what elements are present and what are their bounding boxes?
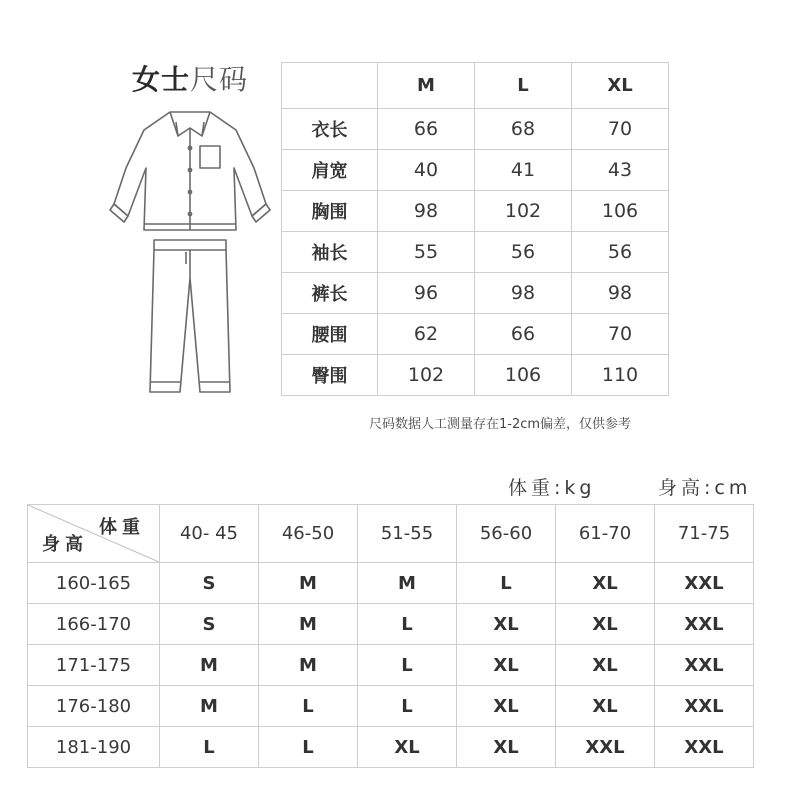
- table-cell: 96: [378, 273, 475, 314]
- page-title: [132, 58, 248, 98]
- table-cell: 102: [475, 191, 572, 232]
- size-col-xl: XL: [572, 63, 669, 109]
- table-cell: 98: [378, 191, 475, 232]
- height-range-cell: 181-190: [28, 727, 160, 768]
- row-label: 袖长: [282, 232, 378, 273]
- row-label: 裤长: [282, 273, 378, 314]
- table-cell: 102: [378, 355, 475, 396]
- size-col-m: M: [378, 63, 475, 109]
- size-cell: L: [358, 645, 457, 686]
- size-cell: XXL: [556, 727, 655, 768]
- size-cell: S: [160, 604, 259, 645]
- table-cell: 40: [378, 150, 475, 191]
- row-label: 臀围: [282, 355, 378, 396]
- table-cell: 43: [572, 150, 669, 191]
- weight-range-header: 51-55: [358, 505, 457, 563]
- table-cell: 98: [572, 273, 669, 314]
- weight-range-header: 71-75: [655, 505, 754, 563]
- table-cell: 110: [572, 355, 669, 396]
- table-cell: 55: [378, 232, 475, 273]
- size-cell: XXL: [655, 604, 754, 645]
- table-cell: 106: [475, 355, 572, 396]
- table-cell: 56: [572, 232, 669, 273]
- size-cell: L: [358, 686, 457, 727]
- corner-height-label: 身高: [42, 534, 88, 555]
- row-label: 腰围: [282, 314, 378, 355]
- size-cell: L: [358, 604, 457, 645]
- height-range-cell: 171-175: [28, 645, 160, 686]
- size-cell: S: [160, 563, 259, 604]
- height-range-cell: 166-170: [28, 604, 160, 645]
- table-cell: 70: [572, 314, 669, 355]
- size-col-l: L: [475, 63, 572, 109]
- size-cell: M: [160, 645, 259, 686]
- size-cell: M: [259, 563, 358, 604]
- size-cell: XL: [556, 645, 655, 686]
- size-cell: M: [259, 645, 358, 686]
- size-cell: XL: [556, 686, 655, 727]
- height-range-cell: 160-165: [28, 563, 160, 604]
- height-range-cell: 176-180: [28, 686, 160, 727]
- table-row: [282, 109, 669, 150]
- table-cell: 62: [378, 314, 475, 355]
- recommendation-corner: [28, 505, 160, 563]
- table-cell: 66: [378, 109, 475, 150]
- size-cell: XL: [457, 727, 556, 768]
- weight-range-header: 61-70: [556, 505, 655, 563]
- table-row: [282, 232, 669, 273]
- table-cell: 70: [572, 109, 669, 150]
- table-row: [28, 727, 754, 768]
- size-cell: M: [160, 686, 259, 727]
- size-cell: XL: [457, 686, 556, 727]
- table-cell: 98: [475, 273, 572, 314]
- pajama-pants-icon: [150, 240, 230, 392]
- weight-range-header: 46-50: [259, 505, 358, 563]
- weight-range-header: 56-60: [457, 505, 556, 563]
- table-cell: 66: [475, 314, 572, 355]
- height-unit-label: 身高:cm: [658, 477, 752, 499]
- size-cell: M: [259, 604, 358, 645]
- size-cell: L: [259, 727, 358, 768]
- size-cell: L: [160, 727, 259, 768]
- table-cell: 56: [475, 232, 572, 273]
- size-cell: XL: [556, 604, 655, 645]
- size-recommendation-table: [27, 504, 754, 768]
- size-cell: XL: [556, 563, 655, 604]
- row-label: 肩宽: [282, 150, 378, 191]
- size-cell: XXL: [655, 727, 754, 768]
- weight-range-header: 40- 45: [160, 505, 259, 563]
- table-row: [28, 563, 754, 604]
- table-row: [282, 355, 669, 396]
- title-bold: 女士: [132, 63, 191, 96]
- size-cell: XXL: [655, 686, 754, 727]
- size-chart-header-row: [282, 63, 669, 109]
- pajama-shirt-icon: [110, 112, 270, 230]
- table-row: [28, 686, 754, 727]
- row-label: 胸围: [282, 191, 378, 232]
- row-label: 衣长: [282, 109, 378, 150]
- table-row: [282, 191, 669, 232]
- weight-unit-label: 体重:kg: [508, 477, 596, 499]
- size-cell: XL: [457, 604, 556, 645]
- pajama-illustration: [104, 108, 276, 400]
- recommendation-header-row: [28, 505, 754, 563]
- size-cell: XL: [358, 727, 457, 768]
- size-cell: XL: [457, 645, 556, 686]
- measurement-note: 尺码数据人工测量存在1-2cm偏差，仅供参考: [369, 417, 632, 432]
- table-cell: 41: [475, 150, 572, 191]
- size-cell: M: [358, 563, 457, 604]
- size-cell: L: [457, 563, 556, 604]
- corner-weight-label: 体重: [99, 517, 145, 538]
- size-cell: XXL: [655, 563, 754, 604]
- table-cell: 68: [475, 109, 572, 150]
- size-cell: L: [259, 686, 358, 727]
- size-chart-corner: [282, 63, 378, 109]
- table-row: [282, 150, 669, 191]
- table-row: [28, 604, 754, 645]
- size-chart-table: [281, 62, 669, 396]
- table-row: [282, 273, 669, 314]
- table-row: [282, 314, 669, 355]
- title-light: 尺码: [190, 63, 249, 96]
- table-cell: 106: [572, 191, 669, 232]
- table-row: [28, 645, 754, 686]
- size-cell: XXL: [655, 645, 754, 686]
